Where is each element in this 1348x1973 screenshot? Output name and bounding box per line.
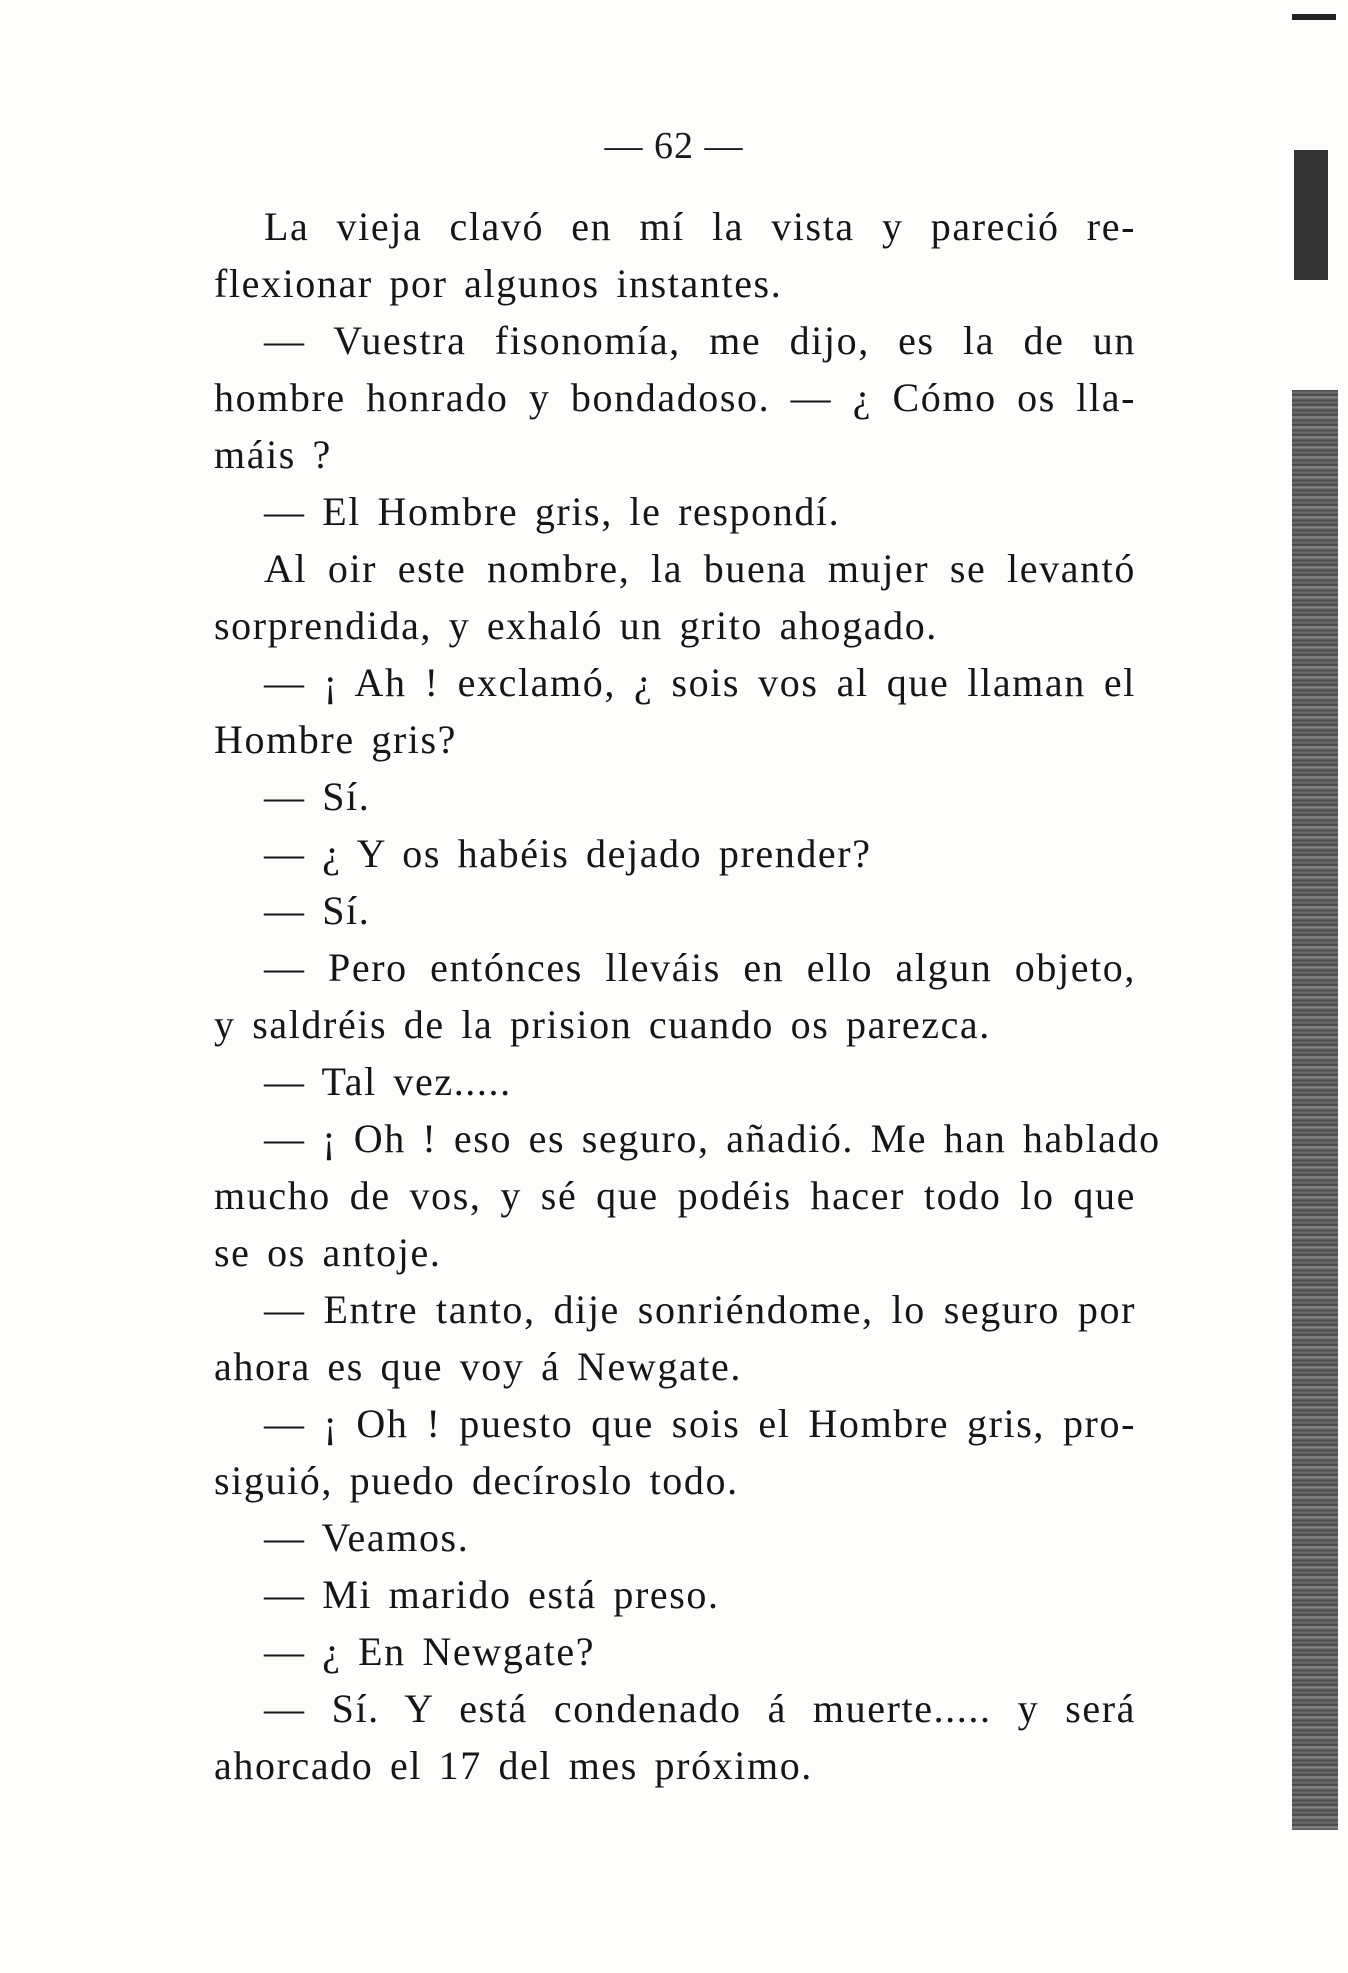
text-line: — Vuestra fisonomía, me dijo, es la de un: [264, 318, 1136, 363]
text-line: ahorcado el 17 del mes próximo.: [214, 1743, 813, 1788]
text-line: ahora es que voy á Newgate.: [214, 1344, 743, 1389]
text-line: — ¡ Oh ! eso es seguro, añadió. Me han hablado: [264, 1116, 1161, 1161]
text-line: siguió, puedo decíroslo todo.: [214, 1458, 739, 1503]
text-line: máis ?: [214, 432, 332, 477]
text-line: — Veamos.: [264, 1515, 470, 1560]
text-line: mucho de vos, y sé que podéis hacer todo lo que: [214, 1173, 1136, 1218]
text-line: hombre honrado y bondadoso. — ¿ Cómo os lla-: [214, 375, 1136, 420]
text-line: y saldréis de la prision cuando os parezca.: [214, 1002, 991, 1047]
text-line: — ¿ En Newgate?: [264, 1629, 596, 1674]
text-line: — Sí.: [264, 774, 371, 819]
text-line: Al oir este nombre, la buena mujer se levantó: [264, 546, 1136, 591]
text-line: — ¿ Y os habéis dejado prender?: [264, 831, 872, 876]
text-line: — Pero entónces lleváis en ello algun objeto,: [264, 945, 1136, 990]
text-line: — Tal vez.....: [264, 1059, 512, 1104]
text-line: — ¡ Ah ! exclamó, ¿ sois vos al que llaman el: [264, 660, 1136, 705]
text-line: — ¡ Oh ! puesto que sois el Hombre gris, pro-: [264, 1401, 1136, 1446]
text-line: sorprendida, y exhaló un grito ahogado.: [214, 603, 938, 648]
text-line: Hombre gris?: [214, 717, 458, 762]
page-edge-mark: [1292, 14, 1336, 20]
text-line: se os antoje.: [214, 1230, 442, 1275]
text-line: — Sí. Y está condenado á muerte..... y será: [264, 1686, 1136, 1731]
page-edge-shadow-top: [1294, 150, 1328, 280]
text-line: — Sí.: [264, 888, 371, 933]
text-line: La vieja clavó en mí la vista y pareció re-: [264, 204, 1136, 249]
text-line: — Mi marido está preso.: [264, 1572, 720, 1617]
text-line: flexionar por algunos instantes.: [214, 261, 783, 306]
body-text: [214, 198, 1161, 1794]
page-number: — 62 —: [604, 125, 744, 167]
text-line: — Entre tanto, dije sonriéndome, lo seguro por: [264, 1287, 1136, 1332]
page-edge-shadow: [1292, 390, 1338, 1830]
text-line: — El Hombre gris, le respondí.: [264, 489, 841, 534]
